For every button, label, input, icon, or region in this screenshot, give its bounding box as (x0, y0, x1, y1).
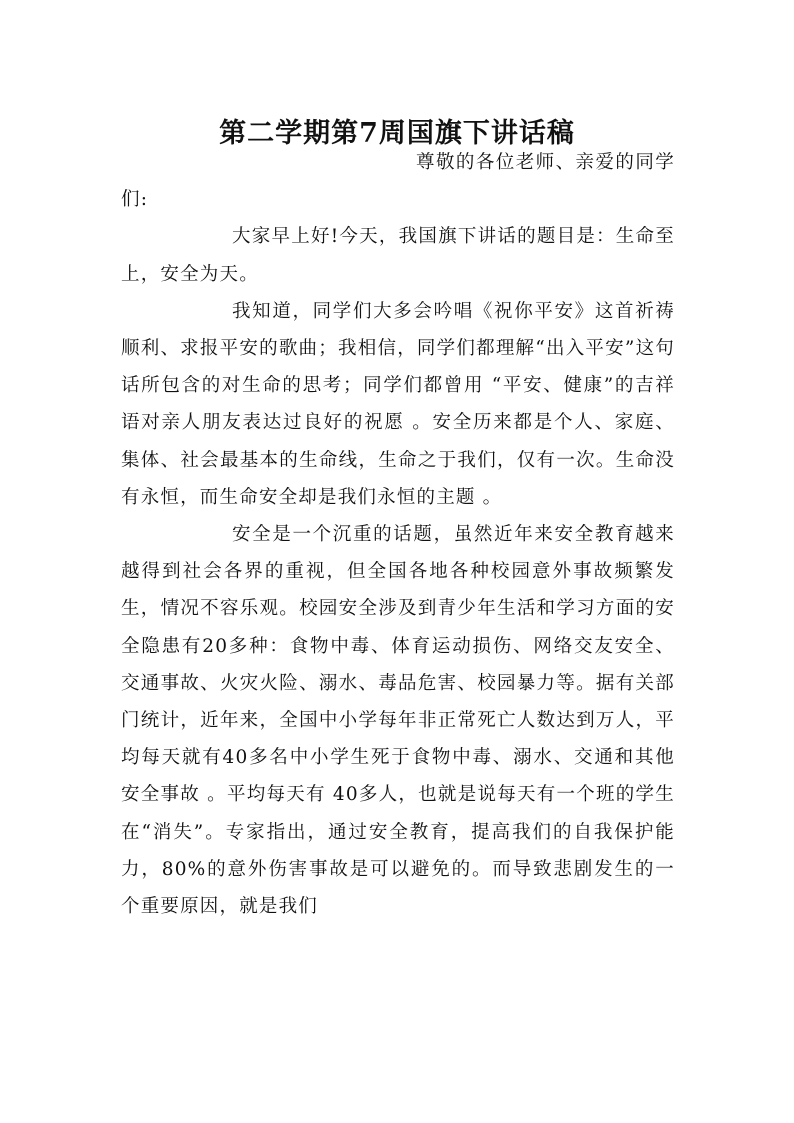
paragraph-3: 安全是一个沉重的话题，虽然近年来安全教育越来越得到社会各界的重视，但全国各地各种校园意外事故频繁发生，情况不容乐观。校园安全涉及到青少年生活和学习方面的安全隐患有20多种：食物中毒、体育运动损伤、网络交友安全、交通事故、火灾火险、溺水、毒品危害、校园暴力等。据有关部门统计，近年来，全国中小学每年非正常死亡人数达到万人，平均每天就有40多名中小学生死于食物中毒、溺水、交通和其他安全事故 。平均每天有 40多人，也就是说每天有一个班的学生在“消失”。专家指出，通过安全教育，提高我们的自我保护能力，80%的意外伤害事故是可以避免的。而导致悲剧发生的一个重要原因，就是我们 (121, 524, 675, 918)
greeting: 尊敬的各位老师、亲爱的同学们: (121, 152, 675, 211)
page-title: 第二学期第7周国旗下讲话稿 (219, 118, 575, 150)
speech-body (121, 144, 675, 925)
paragraph-1: 大家早上好!今天，我国旗下讲话的题目是：生命至上，安全为天。 (121, 226, 675, 285)
paragraph-2: 我知道，同学们大多会吟唱《祝你平安》这首祈祷顺利、求报平安的歌曲；我相信，同学们都理解“出入平安”这句话所包含的对生命的思考；同学们都曾用 “平安、健康”的吉祥语对亲人朋友表达过良好的祝愿 。安全历来都是个人、家庭、集体、社会最基本的生命线，生命之于我们，仅有一次。生命没有永恒，而生命安全却是我们永恒的主题 。 (121, 300, 675, 508)
